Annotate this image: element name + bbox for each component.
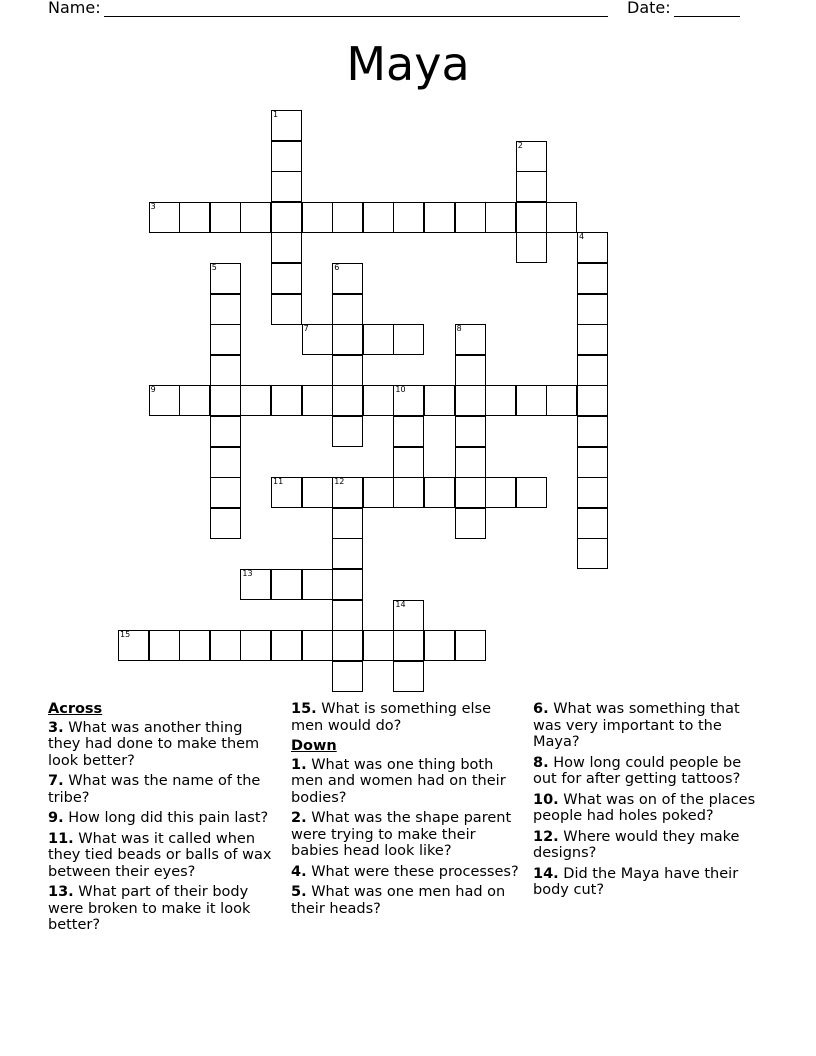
clue-number: 7. [48, 773, 64, 789]
clue-text: How long could people be out for after getting tattoos? [533, 754, 742, 787]
grid-cell[interactable] [516, 141, 547, 172]
grid-cell[interactable] [363, 385, 394, 416]
grid-cell[interactable] [363, 630, 394, 661]
grid-cell[interactable] [516, 385, 547, 416]
clue-text: Where would they make designs? [533, 828, 740, 861]
cell-number: 1 [273, 110, 279, 119]
grid-cell[interactable] [516, 171, 547, 202]
cell-number: 4 [579, 232, 585, 242]
clue-text: What was it called when they tied beads or balls of wax between their eyes? [48, 830, 272, 880]
clue-down [291, 884, 523, 917]
grid-cell[interactable] [424, 477, 455, 508]
clue-across [48, 773, 274, 806]
grid-cell[interactable] [393, 324, 424, 355]
cell-number: 10 [395, 385, 406, 395]
clue-number: 14. [533, 865, 559, 882]
clue-across [48, 810, 274, 827]
grid-cell[interactable] [546, 202, 577, 233]
cell-number: 13 [242, 569, 253, 578]
grid-cell[interactable] [240, 569, 271, 600]
clue-text: What was the name of the tribe? [48, 773, 261, 806]
grid-cell[interactable] [393, 202, 424, 233]
grid-cell[interactable] [271, 630, 302, 661]
grid-cell[interactable] [455, 385, 486, 416]
grid-cell[interactable] [393, 600, 424, 631]
clue-number: 8. [533, 754, 549, 771]
puzzle-title: Maya [346, 37, 470, 91]
grid-cell[interactable] [271, 477, 302, 508]
clue-down [291, 864, 523, 881]
grid-cell[interactable] [577, 477, 608, 508]
clue-column-1 [48, 701, 274, 938]
grid-cell[interactable] [485, 202, 516, 233]
clue-number: 13. [48, 884, 74, 900]
clue-down [291, 810, 523, 860]
grid-cell[interactable] [271, 202, 302, 233]
grid-cell[interactable] [485, 477, 516, 508]
grid-cell[interactable] [455, 447, 486, 478]
grid-cell[interactable] [546, 385, 577, 416]
grid-cell[interactable] [179, 202, 210, 233]
grid-cell[interactable] [302, 630, 333, 661]
grid-cell[interactable] [363, 324, 394, 355]
grid-cell[interactable] [149, 630, 180, 661]
grid-cell[interactable] [485, 385, 516, 416]
clue-text: What was on of the places people had holes poked? [533, 791, 756, 824]
grid-cell[interactable] [393, 661, 424, 692]
grid-cell[interactable] [332, 263, 363, 294]
grid-cell[interactable] [271, 385, 302, 416]
cell-number: 15 [120, 630, 131, 640]
grid-cell[interactable] [332, 294, 363, 325]
clue-down [533, 701, 763, 751]
clue-number: 4. [291, 863, 307, 880]
grid-cell[interactable] [210, 263, 241, 294]
grid-cell[interactable] [271, 263, 302, 294]
grid-cell[interactable] [393, 630, 424, 661]
grid-cell[interactable] [455, 508, 486, 539]
cell-number: 7 [303, 324, 309, 334]
grid-cell[interactable] [332, 477, 363, 508]
grid-cell[interactable] [577, 385, 608, 416]
grid-cell[interactable] [302, 569, 333, 600]
date-label: Date: [627, 0, 671, 17]
grid-cell[interactable] [363, 202, 394, 233]
grid-cell[interactable] [577, 263, 608, 294]
grid-cell[interactable] [302, 202, 333, 233]
grid-cell[interactable] [577, 508, 608, 539]
grid-cell[interactable] [210, 385, 241, 416]
clue-text: How long did this pain last? [63, 810, 269, 826]
clue-column-2 [291, 701, 523, 921]
clue-column-3 [533, 701, 763, 903]
grid-cell[interactable] [271, 141, 302, 172]
grid-cell[interactable] [271, 569, 302, 600]
cell-number: 9 [150, 385, 156, 395]
grid-cell[interactable] [332, 355, 363, 386]
grid-cell[interactable] [240, 202, 271, 233]
clue-text: What is something else men would do? [291, 701, 491, 734]
clue-down [291, 757, 523, 807]
grid-cell[interactable] [210, 202, 241, 233]
grid-cell[interactable] [577, 232, 608, 263]
grid-cell[interactable] [302, 385, 333, 416]
clue-number: 6. [533, 701, 549, 717]
clue-down [533, 755, 763, 788]
clue-number: 12. [533, 828, 559, 845]
clue-number: 10. [533, 791, 559, 808]
clue-number: 15. [291, 701, 317, 717]
cell-number: 3 [150, 201, 156, 211]
clue-across [291, 701, 523, 734]
date-field-line[interactable] [674, 16, 740, 17]
clue-number: 2. [291, 810, 307, 826]
cell-number: 2 [517, 140, 523, 150]
grid-cell[interactable] [455, 630, 486, 661]
grid-cell[interactable] [363, 477, 394, 508]
grid-cell[interactable] [393, 477, 424, 508]
grid-cell[interactable] [516, 477, 547, 508]
grid-cell[interactable] [240, 385, 271, 416]
grid-cell[interactable] [332, 600, 363, 631]
clue-across [48, 831, 274, 881]
grid-cell[interactable] [332, 324, 363, 355]
grid-cell[interactable] [577, 416, 608, 447]
clue-text: What was something that was very important to the Maya? [533, 701, 740, 750]
grid-cell[interactable] [424, 202, 455, 233]
grid-cell[interactable] [332, 661, 363, 692]
grid-cell[interactable] [455, 202, 486, 233]
grid-cell[interactable] [455, 477, 486, 508]
grid-cell[interactable] [302, 324, 333, 355]
grid-cell[interactable] [332, 385, 363, 416]
clue-text: What part of their body were broken to make it look better? [48, 884, 251, 933]
clue-number: 11. [48, 830, 74, 847]
grid-cell[interactable] [302, 477, 333, 508]
header [0, 0, 816, 22]
grid-cell[interactable] [516, 202, 547, 233]
cell-number: 11 [273, 477, 284, 487]
grid-cell[interactable] [577, 294, 608, 325]
clue-number: 1. [291, 756, 307, 773]
cell-number: 8 [456, 324, 462, 334]
clue-number: 5. [291, 884, 307, 900]
clue-down [533, 866, 763, 899]
grid-cell[interactable] [210, 477, 241, 508]
grid-cell[interactable] [393, 385, 424, 416]
grid-cell[interactable] [210, 355, 241, 386]
cell-number: 12 [334, 477, 345, 487]
grid-cell[interactable] [577, 324, 608, 355]
grid-cell[interactable] [332, 630, 363, 661]
grid-cell[interactable] [271, 110, 302, 141]
grid-cell[interactable] [332, 569, 363, 600]
grid-cell[interactable] [332, 416, 363, 447]
clue-text: Did the Maya have their body cut? [533, 865, 739, 898]
cell-number: 6 [334, 263, 340, 272]
grid-cell[interactable] [455, 355, 486, 386]
grid-cell[interactable] [393, 447, 424, 478]
clue-text: What were these processes? [306, 863, 519, 880]
grid-cell[interactable] [149, 385, 180, 416]
grid-cell[interactable] [424, 630, 455, 661]
grid-cell[interactable] [149, 202, 180, 233]
grid-cell[interactable] [516, 232, 547, 263]
name-label: Name: [48, 0, 101, 17]
across-heading: Across [48, 701, 103, 717]
grid-cell[interactable] [424, 385, 455, 416]
clue-text: What was one men had on their heads? [291, 884, 506, 917]
grid-cell[interactable] [332, 202, 363, 233]
clue-text: What was one thing both men and women had on their bodies? [291, 756, 506, 806]
grid-cell[interactable] [271, 294, 302, 325]
clue-down [533, 792, 763, 825]
cell-number: 5 [211, 263, 217, 272]
grid-cell[interactable] [210, 508, 241, 539]
cell-number: 14 [395, 599, 406, 609]
grid-cell[interactable] [118, 630, 149, 661]
clue-text: What was the shape parent were trying to make their babies head look like? [291, 810, 512, 859]
grid-cell[interactable] [179, 630, 210, 661]
name-field-line[interactable] [104, 16, 608, 17]
grid-cell[interactable] [240, 630, 271, 661]
grid-cell[interactable] [393, 416, 424, 447]
grid-cell[interactable] [210, 447, 241, 478]
clue-down [533, 829, 763, 862]
grid-cell[interactable] [577, 538, 608, 569]
grid-cell[interactable] [332, 538, 363, 569]
grid-cell[interactable] [210, 416, 241, 447]
grid-cell[interactable] [179, 385, 210, 416]
clue-number: 3. [48, 719, 64, 736]
clue-number: 9. [48, 810, 64, 826]
clue-across [48, 720, 274, 770]
clue-text: What was another thing they had done to make them look better? [48, 719, 260, 769]
grid-cell[interactable] [577, 355, 608, 386]
grid-cell[interactable] [210, 324, 241, 355]
grid-cell[interactable] [577, 447, 608, 478]
grid-cell[interactable] [271, 171, 302, 202]
grid-cell[interactable] [271, 232, 302, 263]
grid-cell[interactable] [455, 324, 486, 355]
grid-cell[interactable] [210, 630, 241, 661]
grid-cell[interactable] [210, 294, 241, 325]
grid-cell[interactable] [455, 416, 486, 447]
clue-across [48, 884, 274, 934]
grid-cell[interactable] [332, 508, 363, 539]
down-heading: Down [291, 738, 337, 754]
